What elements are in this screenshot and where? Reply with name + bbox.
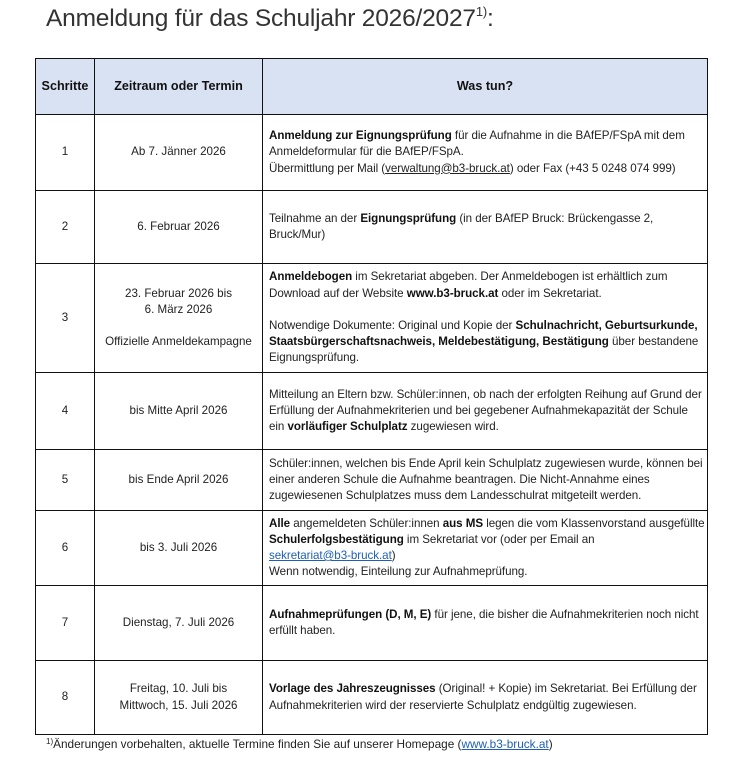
step-date: 6. Februar 2026 [95, 191, 263, 264]
step-description [263, 661, 708, 735]
step-date: bis 3. Juli 2026 [95, 511, 263, 586]
step-description [263, 373, 708, 450]
bold-text: Schulerfolgsbestätigung [269, 532, 404, 546]
bold-text: aus MS [442, 516, 484, 530]
text: Übermittlung per Mail ( [269, 161, 386, 175]
date-note: Offizielle Anmeldekampagne [105, 335, 252, 349]
step-description [263, 191, 708, 264]
table-row [36, 586, 708, 661]
text: Notwendige Dokumente: Original und Kopie der [269, 318, 516, 332]
table-row [36, 191, 708, 264]
page-title-suffix: : [487, 5, 494, 32]
text: für jene, die bisher die Aufnahmekriterien noch nicht erfüllt haben. [269, 607, 699, 637]
text: ) [391, 549, 396, 562]
step-date: Ab 7. Jänner 2026 [95, 115, 263, 191]
website-text: www.b3-bruck.at [406, 286, 499, 300]
bold-text: vorläufiger Schulplatz [287, 420, 408, 434]
step-number: 7 [36, 586, 95, 661]
text: (in der BAfEP Bruck: Brückengasse 2, Bruck/Mur) [269, 211, 654, 241]
text: im Sekretariat abgeben. Der Anmeldebogen ist erhältlich zum Download auf der Website [269, 270, 668, 300]
title-footnote-marker: 1) [475, 4, 487, 19]
step-date [95, 264, 263, 373]
footnote-marker: 1) [46, 737, 54, 746]
step-description [263, 511, 708, 586]
bold-text: Anmeldung zur Eignungsprüfung [269, 129, 452, 143]
text: für die Aufnahme in die BAfEP/FSpA mit dem Anmeldeformular für die BAfEP/FSpA. [269, 129, 685, 159]
table-row [36, 115, 708, 191]
table-row [36, 511, 708, 586]
text: angemeldeten Schüler:innen [290, 516, 443, 530]
bold-text: Anmeldebogen [269, 270, 353, 284]
table-header-row [36, 59, 708, 115]
email-link-verwaltung[interactable]: verwaltung@b3-bruck.at [385, 161, 510, 175]
table-row [36, 264, 708, 373]
table-row [36, 373, 708, 450]
step-number: 8 [36, 661, 95, 735]
step-number: 2 [36, 191, 95, 264]
step-description [263, 115, 708, 191]
step-number: 6 [36, 511, 95, 586]
header-steps: Schritte [36, 59, 95, 115]
page-title [46, 5, 494, 33]
step-date: bis Mitte April 2026 [95, 373, 263, 450]
step-date: Dienstag, 7. Juli 2026 [95, 586, 263, 661]
registration-schedule-table [35, 58, 708, 735]
step-number: 5 [36, 450, 95, 511]
step-date [95, 661, 263, 735]
date-line: Freitag, 10. Juli bis [129, 682, 228, 696]
footnote-suffix: ) [548, 737, 553, 751]
footnote-text: Änderungen vorbehalten, aktuelle Termine finden Sie auf unserer Homepage ( [53, 737, 462, 751]
date-line: 23. Februar 2026 bis [125, 286, 232, 300]
header-period: Zeitraum oder Termin [95, 59, 263, 115]
text: Wenn notwendig, Einteilung zur Aufnahmeprüfung. [269, 565, 528, 579]
step-description: Schüler:innen, welchen bis Ende April kein Schulplatz zugewiesen wurde, können bei einer anderen Schule die Aufnahme beantragen. Die Nicht-Annahme eines zugewiesenen Schulplatzes muss dem Landesschulrat mitgeteilt werden. [263, 450, 708, 511]
text: über bestandene Eignungsprüfung. [269, 335, 699, 365]
email-link-sekretariat[interactable]: sekretariat@b3-bruck.at [269, 549, 392, 562]
step-number: 3 [36, 264, 95, 373]
date-line: Mittwoch, 15. Juli 2026 [119, 698, 238, 712]
page-title-text: Anmeldung für das Schuljahr 2026/2027 [46, 5, 476, 32]
text: zugewiesen wird. [407, 420, 499, 434]
bold-text: Alle [269, 516, 291, 530]
bold-text: Aufnahmeprüfungen (D, M, E) [269, 607, 432, 621]
text: im Sekretariat vor (oder per Email an [403, 532, 595, 546]
text: Mitteilung an Eltern bzw. Schüler:innen, ob nach der erfolgten Reihung auf Grund der Erfüllung der Aufnahmekriterien und bei gegebener Aufnahmekapazität der Schule ein [269, 387, 702, 434]
step-description [263, 264, 708, 373]
bold-text: Eignungsprüfung [360, 211, 457, 225]
text: (Original! + Kopie) im Sekretariat. Bei Erfüllung der Aufnahmekriterien wird der reservierte Schulplatz endgültig zugewiesen. [269, 682, 697, 712]
text: ) oder Fax (+43 5 0248 074 999) [509, 161, 676, 175]
homepage-link[interactable]: www.b3-bruck.at [461, 737, 549, 751]
step-date: bis Ende April 2026 [95, 450, 263, 511]
step-number: 1 [36, 115, 95, 191]
header-action: Was tun? [263, 59, 708, 115]
footnote [46, 737, 553, 751]
step-number: 4 [36, 373, 95, 450]
table-row [36, 450, 708, 511]
text: Teilnahme an der [269, 211, 361, 225]
table-row [36, 661, 708, 735]
text: oder im Sekretariat. [498, 286, 602, 300]
bold-text: Schulnachricht, Geburtsurkunde, Staatsbürgerschaftsnachweis, Meldebestätigung, Bestätigung [269, 318, 698, 349]
step-description [263, 586, 708, 661]
date-line: 6. März 2026 [144, 302, 213, 316]
text: legen die vom Klassenvorstand ausgefüllte [483, 516, 705, 530]
bold-text: Vorlage des Jahreszeugnisses [269, 682, 436, 696]
